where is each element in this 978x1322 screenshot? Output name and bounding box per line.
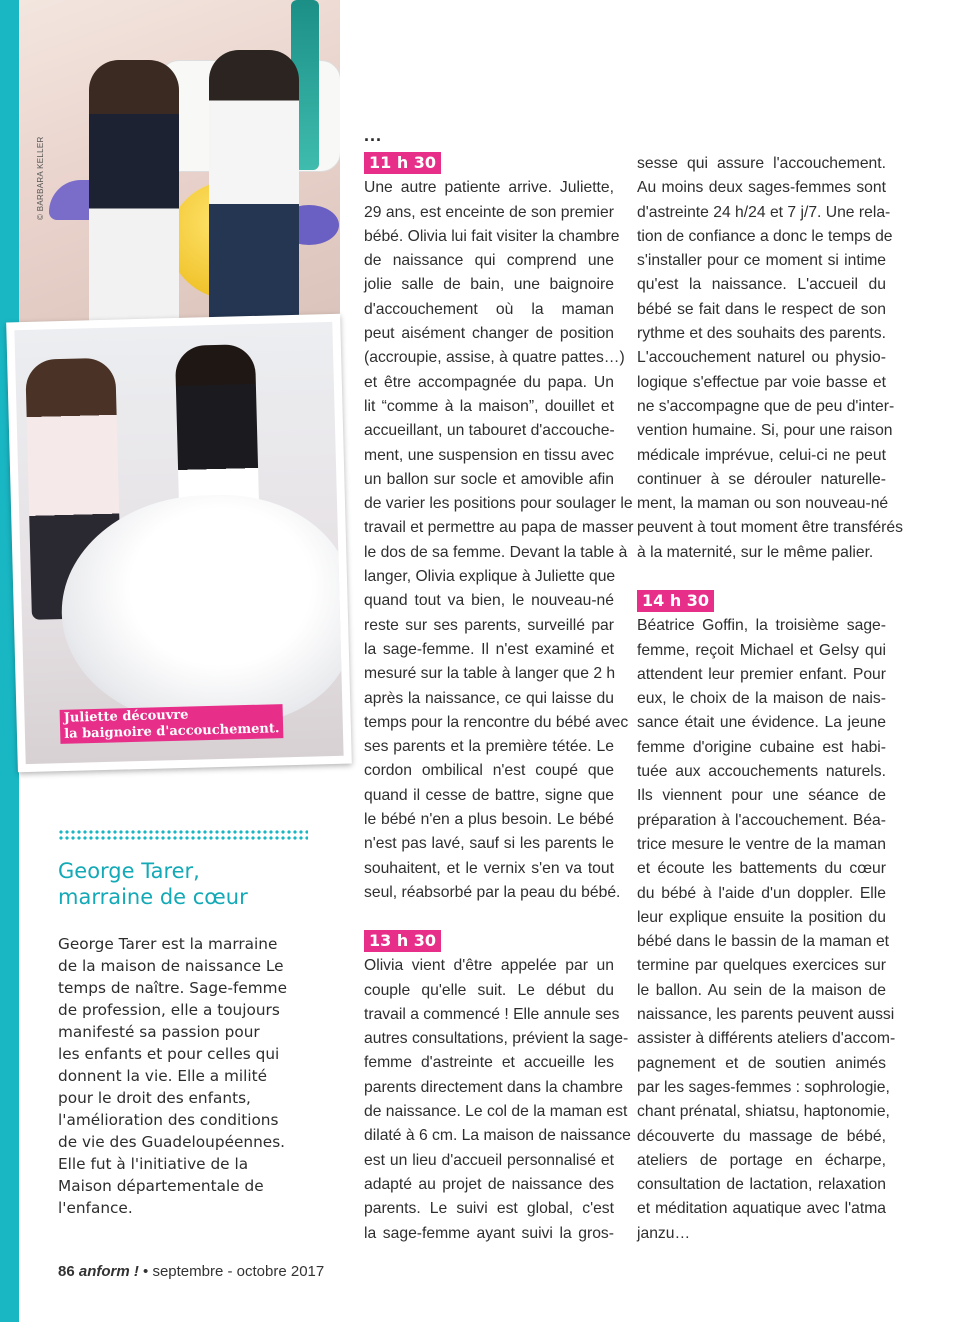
text-line: peuvent à tout moment être transférés [637, 519, 903, 537]
sidebar-title-line: marraine de cœur [58, 885, 248, 909]
text-line: Béatrice Goffin, la troisième sage- [637, 617, 886, 635]
text-line: trice mesure le ventre de la maman [637, 835, 886, 853]
sidebar-body-line: de la maison de naissance Le [58, 957, 284, 975]
text-line: cordon ombilical n'est coupé que [364, 762, 614, 780]
text-line: ment, la maman ou son nouveau-né [637, 495, 889, 513]
text-line: tuée aux accouchements naturels. [637, 763, 886, 781]
time-heading: 14 h 30 [637, 590, 714, 612]
text-line: chant prénatal, shiatsu, haptonomie, [637, 1103, 890, 1121]
text-line: L'accouchement naturel ou physio- [637, 349, 886, 367]
sidebar-body-line: George Tarer est la marraine [58, 935, 278, 953]
text-line: leur explique ensuite la position du [637, 908, 886, 926]
text-line: temps pour la rencontre du bébé avec [364, 713, 629, 731]
magazine-name: anform ! [78, 1263, 139, 1280]
text-line: travail a commencé ! Elle annule ses [364, 1005, 620, 1023]
text-line: continuer à se dérouler naturelle- [637, 470, 886, 488]
text-line: médicale imprévue, celui-ci ne peut [637, 446, 886, 464]
text-line: rythme et des souhaits des parents. [637, 325, 886, 343]
text-line: et méditation aquatique avec l'atma [637, 1200, 886, 1218]
text-line: à la maternité, sur le même palier. [637, 543, 874, 561]
sidebar-body-line: l'enfance. [58, 1199, 133, 1217]
text-line: ne s'accompagne que de peu d'inter- [637, 397, 895, 415]
text-line: tion de confiance a donc le temps de [637, 227, 893, 245]
article-column-2 [637, 152, 903, 565]
text-line: d'astreinte 24 h/24 et 7 j/7. Une rela- [637, 203, 891, 221]
text-line: autres consultations, prévient la sage- [364, 1030, 629, 1048]
text-line: parents directement dans la chambre [364, 1078, 623, 1096]
paragraph [637, 152, 903, 565]
text-line: préparation à l'accouchement. Béa- [637, 811, 886, 829]
text-line: jolie salle de bain, une baignoire [364, 276, 614, 294]
text-line: ses parents et la première tétée. Le [364, 738, 614, 756]
paragraph [364, 176, 634, 905]
sidebar-body-line: Maison départementale de [58, 1177, 264, 1195]
photo-credit: © BARBARA KELLER [36, 136, 45, 220]
text-line: ateliers de portage en écharpe, [637, 1151, 886, 1169]
text-line: Une autre patiente arrive. Juliette, [364, 179, 614, 197]
text-line: Au moins deux sages-femmes sont [637, 179, 886, 197]
text-line: découverte du massage de bébé, [637, 1127, 886, 1145]
text-line: couple qu'elle suit. Le début du [364, 981, 614, 999]
text-line: la sage-femme ayant suivi la gros- [364, 1224, 614, 1242]
sidebar-body-line: manifesté sa passion pour [58, 1023, 260, 1041]
text-line: travail et permettre au papa de masser [364, 519, 634, 537]
text-line: femme, reçoit Michael et Gelsy qui [637, 641, 886, 659]
text-line: mesuré sur la table à langer que 2 h [364, 665, 616, 683]
sidebar-body-line: donnent la vie. Elle a milité [58, 1067, 268, 1085]
text-line: le dos de sa femme. Devant la table à [364, 543, 628, 561]
text-line: est un lieu d'accueil personnalisé et [364, 1151, 614, 1169]
sidebar-body-line: pour le droit des enfants, [58, 1089, 251, 1107]
sidebar-body [58, 933, 308, 1219]
paragraph [637, 614, 896, 1246]
sidebar-body-line: l'amélioration des conditions [58, 1111, 279, 1129]
text-line: sesse qui assure l'accouchement. [637, 155, 886, 172]
text-line: adapté au projet de naissance des [364, 1175, 614, 1193]
text-line: janzu… [637, 1224, 691, 1242]
text-line: pagnement et de soutien animés [637, 1054, 886, 1072]
text-line: langer, Olivia explique à Juliette que [364, 568, 616, 586]
paragraph [364, 954, 631, 1246]
text-line: et écoute les battements du cœur [637, 860, 886, 878]
text-line: vention humaine. Si, pour une raison [637, 422, 893, 440]
text-line: logique s'effectue par voie basse et [637, 373, 886, 391]
text-line: n'est pas lavé, sauf si les parents le [364, 835, 614, 853]
sidebar-body-line: de profession, elle a toujours [58, 1001, 280, 1019]
text-line: femme d'origine cubaine est habi- [637, 738, 886, 756]
text-line: un ballon sur socle et amovible afin [364, 470, 614, 488]
text-line: le bébé n'en a plus besoin. Le bébé [364, 811, 614, 829]
text-line: de naissance. Le col de la maman est [364, 1103, 628, 1121]
photo-birthing-tub [6, 314, 352, 773]
text-line: sance était une évidence. La jeune [637, 714, 886, 732]
caption-line: la baignoire d'accouchement. [64, 721, 280, 742]
text-line: dilaté à 6 cm. La maison de naissance [364, 1127, 631, 1145]
text-line: naissance, les parents peuvent aussi [637, 1006, 895, 1024]
section-ellipsis: ... [364, 125, 383, 145]
text-line: bébé dans le bassin de la maman et [637, 933, 890, 951]
text-line: accueillant, un tabouret d'accouche- [364, 422, 615, 440]
sidebar-title-line: George Tarer, [58, 859, 200, 883]
text-line: qu'est la naissance. L'accueil du [637, 276, 886, 294]
text-line: (accroupie, assise, à quatre pattes…) [364, 349, 625, 367]
issue-date: • septembre - octobre 2017 [143, 1263, 325, 1280]
time-heading: 11 h 30 [364, 152, 441, 174]
text-line: seul, réabsorbé par la peau du bébé. [364, 883, 621, 901]
text-line: par les sages-femmes : sophrologie, [637, 1078, 890, 1096]
text-line: le ballon. Au sein de la maison de [637, 981, 886, 999]
sidebar-title [58, 858, 338, 910]
text-line: bébé. Olivia lui fait visiter la chambre [364, 227, 620, 245]
text-line: quand il cesse de battre, signe que [364, 786, 614, 804]
caption-line: Juliette découvre [63, 707, 189, 726]
text-line: d'accouchement où la maman [364, 300, 614, 318]
text-line: ment, une suspension en tissu avec [364, 446, 614, 464]
text-line: de varier les positions pour soulager le [364, 495, 633, 513]
sidebar-body-line: Elle fut à l'initiative de la [58, 1155, 249, 1173]
sidebar-body-line: temps de naître. Sage-femme [58, 979, 287, 997]
text-line: lit “comme à la maison”, douillet et [364, 397, 614, 415]
text-line: assister à différents ateliers d'accom- [637, 1030, 896, 1048]
text-line: de naissance qui comprend une [364, 252, 614, 270]
text-line: Olivia vient d'être appelée par un [364, 957, 614, 975]
text-line: femme d'astreinte et accueille les [364, 1054, 614, 1072]
text-line: s'installer pour ce moment si intime [637, 252, 886, 270]
article-column-1 [364, 152, 634, 905]
text-line: et être accompagnée du papa. Un [364, 373, 614, 391]
text-line: 29 ans, est enceinte de son premier [364, 203, 614, 221]
text-line: Ils viennent pour une séance de [637, 787, 886, 805]
time-heading: 13 h 30 [364, 930, 441, 952]
text-line: reste sur ses parents, surveillé par [364, 616, 614, 634]
text-line: quand tout va bien, le nouveau-né [364, 592, 614, 610]
text-line: eux, le choix de la maison de nais- [637, 690, 886, 708]
text-line: la sage-femme. Il n'est examiné et [364, 640, 614, 658]
text-line: parents. Le suivi est global, c'est [364, 1200, 614, 1218]
text-line: attendent leur premier enfant. Pour [637, 665, 886, 683]
text-line: bébé se fait dans le respect de son [637, 300, 886, 318]
page-number: 86 [58, 1263, 75, 1280]
text-line: consultation de lactation, relaxation [637, 1176, 886, 1194]
text-line: souhaitent, et le vernix s'en va tout [364, 859, 614, 877]
photo-caption [60, 704, 284, 744]
text-line: après la naissance, ce qui laisse du [364, 689, 614, 707]
page-footer [58, 1263, 324, 1280]
article-column-2-part-2 [637, 590, 896, 1246]
text-line: peut aisément changer de position [364, 325, 614, 343]
text-line: termine par quelques exercices sur [637, 957, 886, 975]
sidebar-body-line: de vie des Guadeloupéennes. [58, 1133, 286, 1151]
sidebar-body-line: les enfants et pour celles qui [58, 1045, 280, 1063]
photo-birth-room-ball [19, 0, 340, 345]
article-column-1-part-2 [364, 930, 631, 1246]
text-line: du bébé à l'aide d'un doppler. Elle [637, 884, 886, 902]
dotted-divider [58, 829, 308, 841]
